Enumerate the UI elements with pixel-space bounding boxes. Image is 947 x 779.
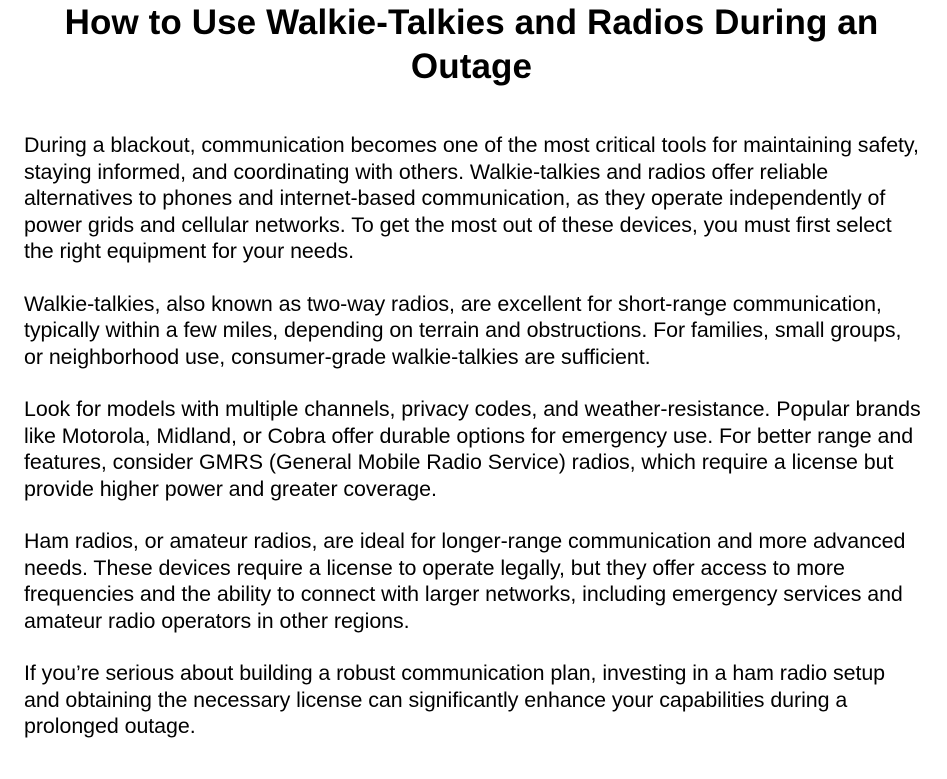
- paragraph-3: Look for models with multiple channels, privacy codes, and weather-resistance. Popular brands like Motorola, Midland, or Cobra offer durable options for emergency use. For better range and features, consider GMRS (General Mobile Radio Service) radios, which require a license but provide higher power and greater coverage.: [24, 397, 921, 501]
- document-body: [24, 132, 924, 740]
- document-page: [24, 0, 924, 740]
- paragraph-2: Walkie-talkies, also known as two-way radios, are excellent for short-range communication, typically within a few miles, depending on terrain and obstructions. For families, small groups, or neighborhood use, consumer-grade walkie-talkies are sufficient.: [24, 291, 902, 369]
- paragraph-5: If you’re serious about building a robust communication plan, investing in a ham radio setup and obtaining the necessary license can significantly enhance your capabilities during a prolonged outage.: [24, 661, 886, 738]
- document-title: How to Use Walkie-Talkies and Radios During an Outage: [64, 3, 879, 86]
- paragraph-4: Ham radios, or amateur radios, are ideal for longer-range communication and more advanced needs. These devices require a license to operate legally, but they offer access to more frequencies and the ability to connect with larger networks, including emergency services and amateur radio operators in other regions.: [24, 529, 906, 633]
- paragraph-1: During a blackout, communication becomes one of the most critical tools for maintaining safety, staying informed, and coordinating with others. Walkie-talkies and radios offer reliable alternatives to phones and internet-based communication, as they operate independently of power grids and cellular networks. To get the most out of these devices, you must first select the right equipment for your needs.: [24, 133, 919, 263]
